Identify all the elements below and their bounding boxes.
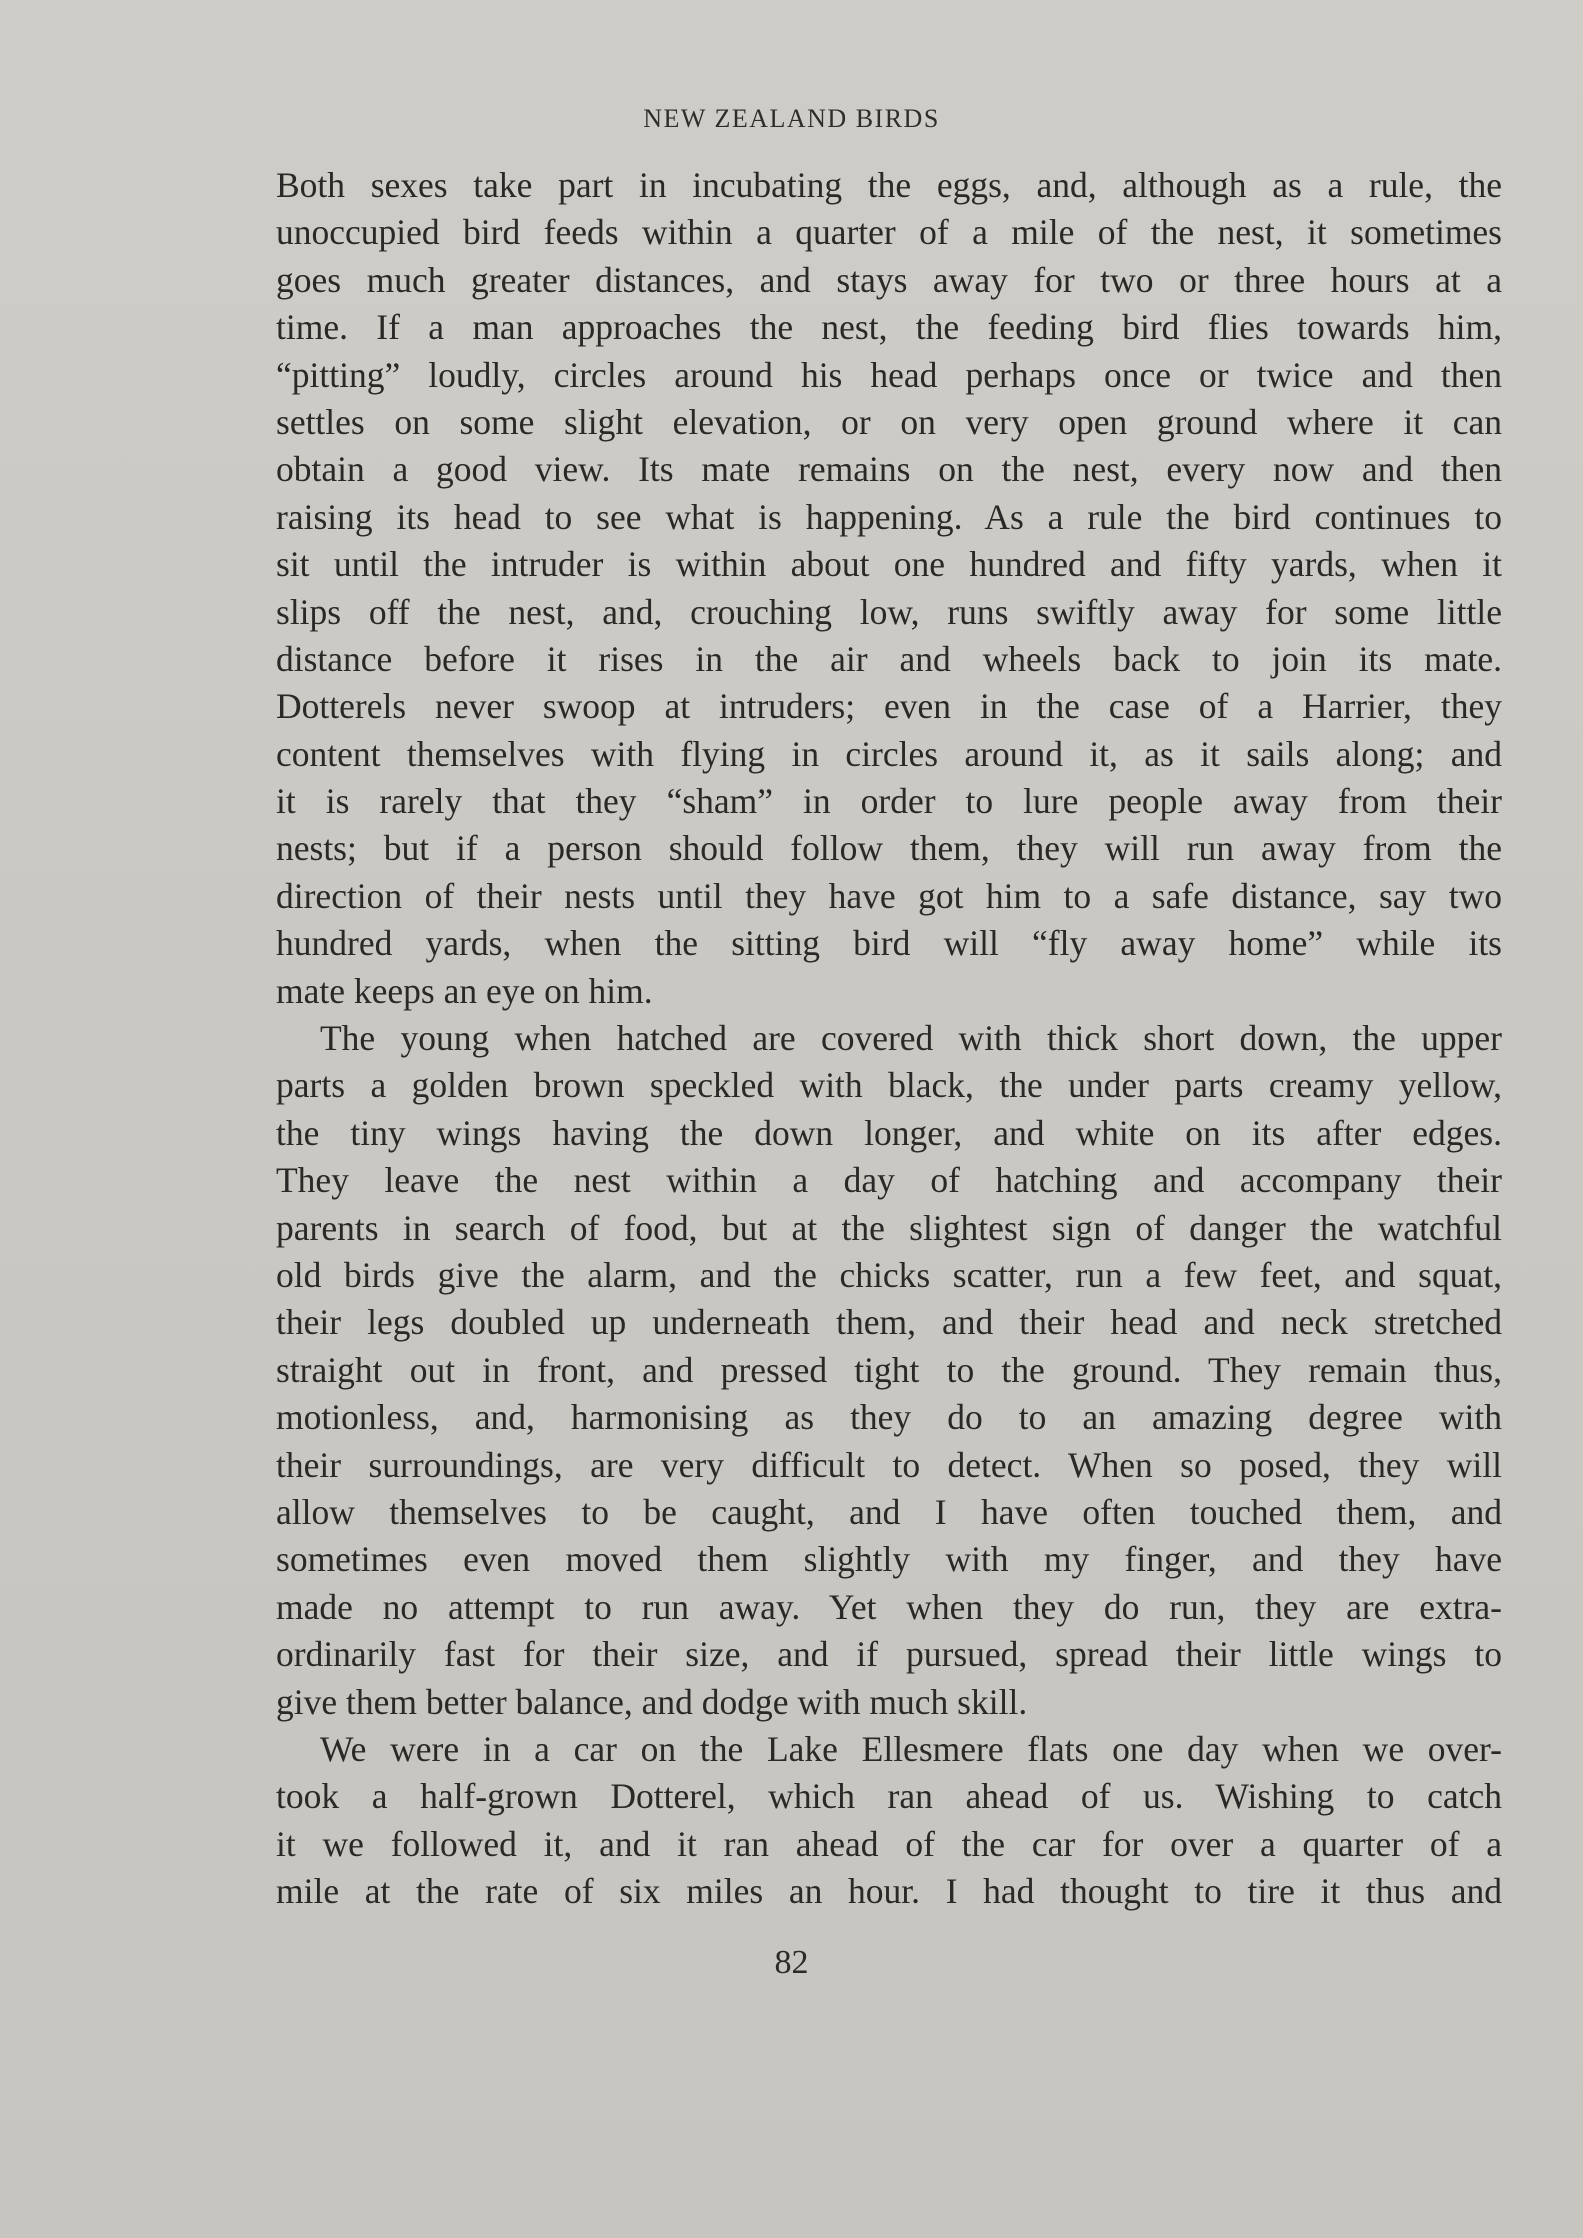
paragraph-end-line: give them better balance, and dodge with much skill. [276,1681,1028,1722]
text-line: settles on some slight elevation, or on very open ground where it can [276,401,1502,442]
text-line: hundred yards, when the sitting bird will “fly away home” while its [276,923,1502,964]
text-line: their legs doubled up underneath them, and their head and neck stretched [276,1302,1502,1343]
text-line: sometimes even moved them slightly with my finger, and they have [276,1539,1502,1580]
paragraph-start-line: The young when hatched are covered with thick short down, the upper [320,1018,1502,1059]
paragraph-end-line: mate keeps an eye on him. [276,970,653,1011]
text-line: Both sexes take part in incubating the eggs, and, although as a rule, the [276,165,1502,205]
text-line: “pitting” loudly, circles around his head perhaps once or twice and then [276,354,1502,395]
text-line: mile at the rate of six miles an hour. I had thought to tire it thus and [276,1871,1502,1912]
text-line: it is rarely that they “sham” in order to lure people away from their [276,781,1502,822]
text-line: their surroundings, are very difficult to detect. When so posed, they will [276,1444,1502,1485]
page-number: 82 [774,1944,809,1981]
text-line: obtain a good view. Its mate remains on the nest, every now and then [276,449,1502,490]
text-line: it we followed it, and it ran ahead of the car for over a quarter of a [276,1823,1502,1864]
text-line: distance before it rises in the air and wheels back to join its mate. [276,638,1502,679]
text-line: took a half-grown Dotterel, which ran ahead of us. Wishing to catch [276,1776,1502,1817]
text-line: time. If a man approaches the nest, the feeding bird flies towards him, [276,307,1502,348]
text-line: Dotterels never swoop at intruders; even in the case of a Harrier, they [276,686,1502,727]
text-line: raising its head to see what is happening. As a rule the bird continues to [276,496,1502,537]
text-line: made no attempt to run away. Yet when they do run, they are extra- [276,1586,1502,1627]
text-line: slips off the nest, and, crouching low, runs swiftly away for some little [276,591,1502,632]
text-line: old birds give the alarm, and the chicks scatter, run a few feet, and squat, [276,1254,1502,1295]
text-line: straight out in front, and pressed tight to the ground. They remain thus, [276,1349,1502,1390]
text-line: parts a golden brown speckled with black, the under parts creamy yellow, [276,1065,1502,1106]
body-text [276,162,1502,1915]
text-line: ordinarily fast for their size, and if pursued, spread their little wings to [276,1634,1502,1675]
text-line: goes much greater distances, and stays away for two or three hours at a [276,259,1502,300]
text-line: sit until the intruder is within about one hundred and fifty yards, when it [276,544,1502,585]
text-line: nests; but if a person should follow them, they will run away from the [276,828,1502,869]
text-line: allow themselves to be caught, and I have often touched them, and [276,1491,1502,1532]
text-line: parents in search of food, but at the slightest sign of danger the watchful [276,1207,1502,1248]
text-line: motionless, and, harmonising as they do to an amazing degree with [276,1397,1502,1438]
running-title: NEW ZEALAND BIRDS [643,104,940,133]
text-line: the tiny wings having the down longer, and white on its after edges. [276,1112,1502,1153]
text-line: content themselves with flying in circles around it, as it sails along; and [276,733,1502,774]
text-line: unoccupied bird feeds within a quarter of a mile of the nest, it sometimes [276,212,1502,253]
paragraph-start-line: We were in a car on the Lake Ellesmere flats one day when we over- [320,1728,1502,1769]
text-line: direction of their nests until they have got him to a safe distance, say two [276,875,1502,916]
text-line: They leave the nest within a day of hatching and accompany their [276,1160,1502,1201]
